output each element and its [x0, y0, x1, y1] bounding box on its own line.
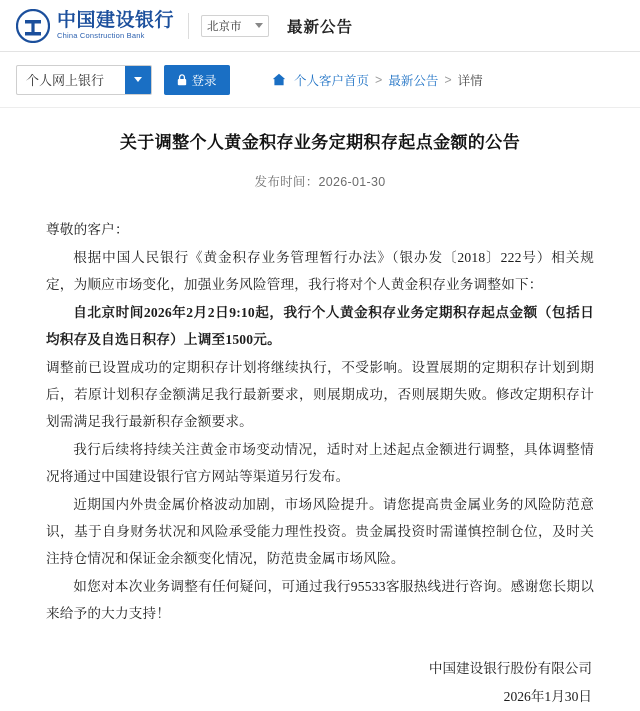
- chevron-down-icon: [255, 23, 263, 28]
- signature-org: 中国建设银行股份有限公司: [428, 661, 592, 676]
- banking-channel-selector[interactable]: [16, 65, 152, 95]
- article-signature: [46, 655, 594, 711]
- article-publish-time: [46, 172, 594, 190]
- city-selector[interactable]: [201, 15, 269, 37]
- chevron-down-icon[interactable]: [125, 66, 151, 94]
- breadcrumb-separator: >: [444, 72, 452, 87]
- breadcrumb: [272, 71, 483, 89]
- signature-date: 2026年1月30日: [503, 689, 592, 704]
- article-body: [46, 216, 594, 627]
- banking-channel-value: 个人网上银行: [26, 73, 105, 88]
- article-paragraph: 尊敬的客户：: [46, 222, 129, 237]
- article-paragraph: 调整前已设置成功的定期积存计划将继续执行，不受影响。设置展期的定期积存计划到期后，若原计划积存金额满足我行最新要求，则展期成功，否则展期失败。修改定期积存计划需满足我行最新积存金额要求。: [46, 360, 594, 429]
- article-paragraph: 自北京时间2026年2月2日9:10起，我行个人黄金积存业务定期积存起点金额（包括日均积存及自选日积存）上调至1500元。: [46, 305, 594, 347]
- article-paragraph: 我行后续将持续关注黄金市场变动情况，适时对上述起点金额进行调整，具体调整情况将通过中国建设银行官方网站等渠道另行发布。: [46, 442, 594, 484]
- publish-date: 2026-01-30: [318, 175, 386, 189]
- header-divider: [188, 13, 189, 39]
- home-icon: [272, 73, 286, 86]
- ccb-logo-icon: [16, 9, 50, 43]
- breadcrumb-separator: >: [375, 72, 383, 87]
- login-button[interactable]: [164, 65, 230, 95]
- page-title: 最新公告: [287, 18, 354, 36]
- logo-text: [57, 10, 174, 41]
- site-header: [0, 0, 640, 52]
- logo-text-en: China Construction Bank: [57, 31, 145, 40]
- article-title: 关于调整个人黄金积存业务定期积存起点金额的公告: [119, 133, 521, 152]
- subnav-bar: [0, 52, 640, 108]
- article: [0, 108, 640, 711]
- login-button-label: 登录: [191, 73, 217, 88]
- breadcrumb-item-announcements[interactable]: 最新公告: [388, 73, 439, 88]
- breadcrumb-item-home[interactable]: 个人客户首页: [294, 73, 370, 88]
- article-paragraph: 根据中国人民银行《黄金积存业务管理暂行办法》（银办发〔2018〕222号）相关规定，为顺应市场变化，加强业务风险管理，我行将对个人黄金积存业务调整如下：: [46, 250, 594, 292]
- lock-icon: [177, 74, 187, 86]
- city-selector-value: 北京市: [207, 20, 242, 33]
- breadcrumb-item-detail: 详情: [457, 73, 483, 88]
- article-paragraph: 如您对本次业务调整有任何疑问，可通过我行95533客服热线进行咨询。感谢您长期以来给予的大力支持！: [46, 579, 594, 621]
- article-paragraph: 近期国内外贵金属价格波动加剧，市场风险提升。请您提高贵金属业务的风险防范意识，基于自身财务状况和风险承受能力理性投资。贵金属投资时需谨慎控制仓位，及时关注持仓情况和保证金余额变化情况，防范贵金属市场风险。: [46, 497, 594, 566]
- logo-text-cn: 中国建设银行: [57, 10, 175, 31]
- publish-label: 发布时间：: [254, 175, 319, 189]
